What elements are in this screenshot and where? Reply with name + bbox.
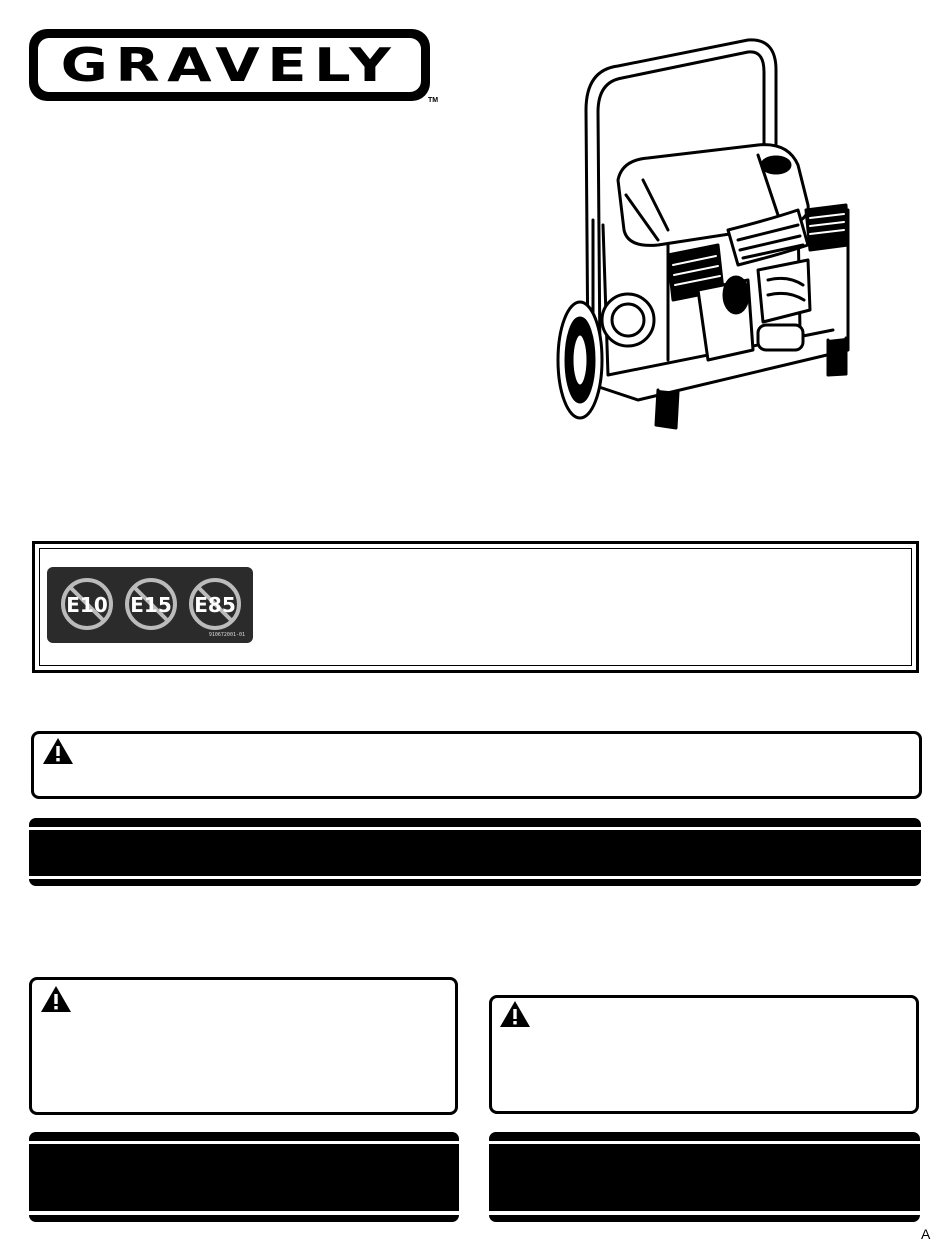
warning-box-main xyxy=(31,731,922,799)
fuel-symbol-e85: E85 xyxy=(194,593,236,617)
label-part-code: 910672001-01 xyxy=(208,632,245,638)
warning-box-left xyxy=(29,977,458,1115)
generator-illustration xyxy=(548,30,888,445)
black-banner-right xyxy=(489,1132,920,1222)
wheel xyxy=(558,302,602,418)
fuel-symbol-e15: E15 xyxy=(130,593,172,617)
warning-triangle-icon xyxy=(40,985,72,1013)
page-marker: A xyxy=(921,1226,931,1242)
trademark-mark: TM xyxy=(428,97,439,104)
warning-box-right xyxy=(489,995,919,1114)
logo-text: GRAVELY xyxy=(60,38,399,92)
warning-triangle-icon xyxy=(42,737,74,765)
black-banner-left xyxy=(29,1132,459,1222)
warning-triangle-icon xyxy=(499,1000,531,1028)
gravely-logo xyxy=(29,29,430,101)
black-banner-main xyxy=(29,818,921,886)
fuel-restriction-label xyxy=(47,567,253,643)
fuel-symbol-e10: E10 xyxy=(66,593,108,617)
